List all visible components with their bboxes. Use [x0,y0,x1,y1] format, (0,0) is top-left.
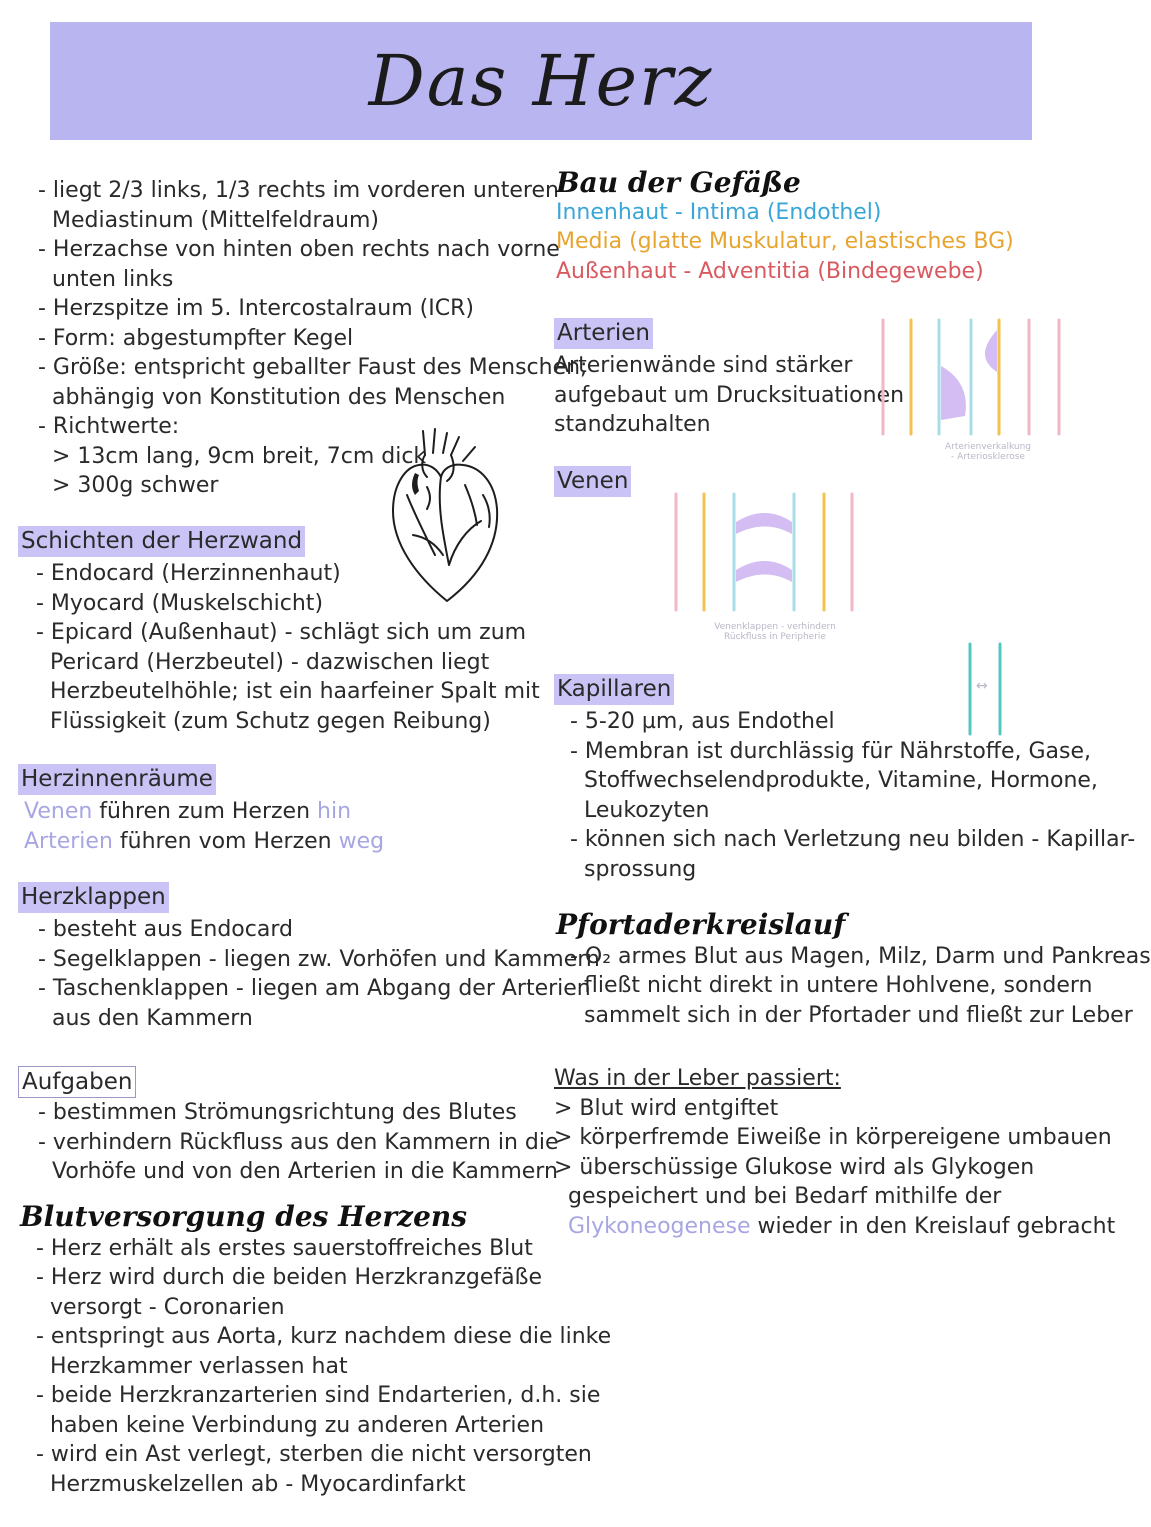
blut-line: - Herz wird durch die beiden Herzkranzgefäße [36,1265,543,1290]
pfortader-line: sammelt sich in der Pfortader und fließt zur Leber [584,1002,1133,1028]
pfortader-section [556,910,1151,1030]
blut-line: versorgt - Coronarien [50,1294,285,1320]
intro-line: - liegt 2/3 links, 1/3 rechts im vorderen unteren [38,178,559,203]
venen-hin: hin [317,799,352,824]
venen-heading: Venen [554,466,631,497]
artery-caption-2: - Arteriosklerose [951,452,1025,462]
aufgaben-line: - verhindern Rückfluss aus den Kammern in die [38,1129,559,1155]
intro-line: - Richtwerte: [38,414,180,439]
pfortader-line: - O₂ armes Blut aus Magen, Milz, Darm und Pankreas [570,943,1151,969]
vein-caption-1: Venenklappen - verhindern [714,622,836,632]
kapillaren-line: - Membran ist durchlässig für Nährstoffe, Gase, [570,738,1091,764]
schichten-section [18,526,540,736]
innenraeume-heading: Herzinnenräume [18,764,216,795]
venen-text: führen zum Herzen [92,799,318,824]
title-banner [50,22,1032,140]
intro-line: abhängig von Konstitution des Menschen [52,384,506,410]
arterien-word: Arterien [24,828,113,854]
bau-section [556,168,1014,286]
kapillaren-line: sprossung [584,856,697,882]
vein-caption-2: Rückfluss in Peripherie [724,632,826,642]
page-title: Das Herz [368,40,714,122]
intro-line: - Größe: entspricht geballter Faust des Menschen; [38,355,588,380]
arterien-text: führen vom Herzen [112,828,339,854]
blut-line: - beide Herzkranzarterien sind Endarterien, d.h. sie [36,1383,601,1408]
blut-line: - wird ein Ast verlegt, sterben die nicht versorgten [36,1442,592,1467]
blut-line: Herzkammer verlassen hat [50,1353,348,1379]
bau-media: Media (glatte Muskulatur, elastisches BG) [556,229,1014,254]
kapillaren-line: - 5-20 µm, aus Endothel [570,709,835,734]
schichten-line: - Epicard (Außenhaut) - schlägt sich um zum [36,620,527,645]
blut-line: Herzmuskelzellen ab - Myocardinfarkt [50,1471,466,1497]
klappen-section [18,882,600,1033]
intro-line: > 300g schwer [52,473,219,498]
schichten-line: Herzbeutelhöhle; ist ein haarfeiner Spalt mit [50,679,540,704]
arterien-heading: Arterien [554,318,653,349]
innenraeume-line-venen [24,797,384,827]
pfortader-heading: Pfortaderkreislauf [556,908,846,941]
bau-adventitia: Außenhaut - Adventitia (Bindegewebe) [556,258,984,284]
blutversorgung-heading: Blutversorgung des Herzens [20,1200,468,1233]
leber-last-text: wieder in den Kreislauf gebracht [750,1213,1116,1239]
schichten-line: Flüssigkeit (zum Schutz gegen Reibung) [50,708,491,734]
arterien-section [554,318,904,440]
capillary-arrow-icon: ↔ [976,678,988,694]
leber-section [554,1064,1115,1241]
leber-line: > körperfremde Eiweiße in körpereigene umbauen [554,1125,1112,1150]
schichten-line: - Myocard (Muskelschicht) [36,590,324,616]
leber-heading: Was in der Leber passiert: [554,1066,841,1091]
klappen-heading: Herzklappen [18,882,169,913]
innenraeume-section [18,764,384,856]
arterien-line: aufgebaut um Drucksituationen [554,382,905,408]
blut-line: - Herz erhält als erstes sauerstoffreiches Blut [36,1235,533,1261]
klappen-line: aus den Kammern [52,1005,253,1031]
kapillaren-line: - können sich nach Verletzung neu bilden - Kapillar- [570,827,1136,852]
aufgaben-line: - bestimmen Strömungsrichtung des Blutes [38,1100,517,1125]
klappen-line: - besteht aus Endocard [38,917,293,942]
intro-line: - Form: abgestumpfter Kegel [38,325,354,351]
klappen-line: - Segelklappen - liegen zw. Vorhöfen und Kammern [38,946,600,972]
leber-line: gespeichert und bei Bedarf mithilfe der [568,1184,1002,1209]
artery-diagram [875,316,1065,442]
innenraeume-line-arterien [24,827,384,857]
leber-line: > Blut wird entgiftet [554,1095,779,1121]
arterien-weg: weg [338,828,385,854]
glykoneogenese-word: Glykoneogenese [568,1213,751,1239]
kapillaren-heading: Kapillaren [554,674,674,705]
blut-line: - entspringt aus Aorta, kurz nachdem diese die linke [36,1324,612,1349]
bau-intima: Innenhaut - Intima (Endothel) [556,199,882,225]
schichten-line: Pericard (Herzbeutel) - dazwischen liegt [50,649,490,675]
kapillaren-line: Stoffwechselendprodukte, Vitamine, Hormone, [584,768,1098,793]
blutversorgung-section [20,1202,611,1499]
leber-line: > überschüssige Glukose wird als Glykogen [554,1154,1035,1180]
artery-caption [938,442,1038,462]
leber-line-last [554,1212,1115,1242]
kapillaren-line: Leukozyten [584,797,710,823]
blut-line: haben keine Verbindung zu anderen Arterien [50,1412,545,1438]
aufgaben-line: Vorhöfe und von den Arterien in die Kammern [52,1159,558,1184]
klappen-line: - Taschenklappen - liegen am Abgang der Arterien [38,976,591,1001]
vein-diagram [670,490,860,616]
artery-caption-1: Arterienverkalkung [944,442,1032,452]
arterien-line: standzuhalten [554,412,711,437]
aufgaben-section [18,1066,559,1187]
vein-caption [700,622,850,642]
intro-list [38,176,587,501]
intro-line: - Herzspitze im 5. Intercostalraum (ICR) [38,296,474,321]
aufgaben-heading: Aufgaben [18,1066,136,1098]
intro-line: > 13cm lang, 9cm breit, 7cm dick [52,443,427,469]
venen-section [554,466,631,497]
arterien-line: Arterienwände sind stärker [554,353,853,378]
kapillaren-section [554,674,1135,884]
intro-line: - Herzachse von hinten oben rechts nach vorne [38,237,560,262]
intro-line: unten links [52,266,174,292]
venen-word: Venen [24,799,93,824]
pfortader-line: fließt nicht direkt in untere Hohlvene, sondern [584,973,1093,998]
intro-line: Mediastinum (Mittelfeldraum) [52,207,380,233]
bau-heading: Bau der Gefäße [556,166,801,199]
schichten-line: - Endocard (Herzinnenhaut) [36,561,341,586]
schichten-heading: Schichten der Herzwand [18,526,305,557]
